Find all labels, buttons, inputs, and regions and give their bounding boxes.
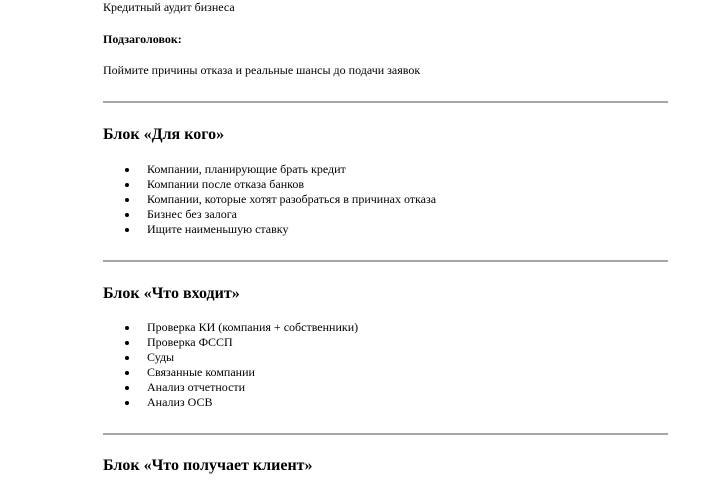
list-item: Анализ отчетности: [103, 380, 358, 395]
list-item: Проверка ФССП: [103, 335, 358, 350]
bullet-icon: [125, 183, 129, 187]
list-item: Проверка КИ (компания + собственники): [103, 320, 358, 335]
divider-3: [103, 433, 668, 435]
list-item: Компании, которые хотят разобраться в причинах отказа: [103, 192, 436, 207]
bullet-icon: [125, 341, 129, 345]
bullet-icon: [125, 326, 129, 330]
block-heading-for-whom: Блок «Для кого»: [103, 126, 225, 143]
bullet-icon: [125, 168, 129, 172]
list-item: Бизнес без залога: [103, 207, 436, 222]
block-heading-what-included: Блок «Что входит»: [103, 285, 240, 302]
bullet-icon: [125, 198, 129, 202]
bullet-list-what-included: [103, 320, 358, 410]
divider-1: [103, 101, 668, 103]
subheading-text: Поймите причины отказа и реальные шансы до подачи заявок: [103, 63, 421, 77]
bullet-icon: [125, 356, 129, 360]
bullet-icon: [125, 371, 129, 375]
block-heading-client-gets: Блок «Что получает клиент»: [103, 457, 313, 474]
bullet-icon: [125, 386, 129, 390]
list-item: Компании после отказа банков: [103, 177, 436, 192]
divider-2: [103, 260, 668, 262]
list-item: Анализ ОСВ: [103, 395, 358, 410]
list-item: Суды: [103, 350, 358, 365]
bullet-list-for-whom: [103, 162, 436, 237]
list-item: Связанные компании: [103, 365, 358, 380]
intro-line: Кредитный аудит бизнеса: [103, 0, 235, 14]
list-item: Компании, планирующие брать кредит: [103, 162, 436, 177]
subheading-label: Подзаголовок:: [103, 32, 182, 46]
bullet-icon: [125, 401, 129, 405]
bullet-icon: [125, 213, 129, 217]
bullet-icon: [125, 228, 129, 232]
list-item: Ищите наименьшую ставку: [103, 222, 436, 237]
